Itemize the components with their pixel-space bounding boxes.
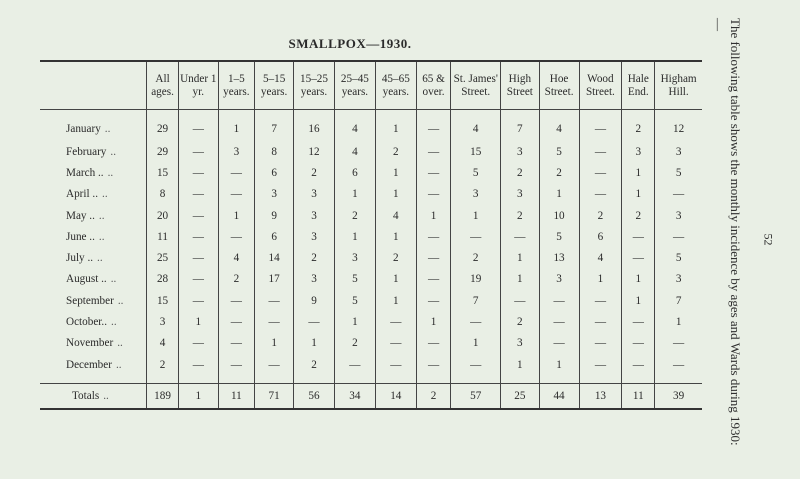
leader-dots: .. [98,230,105,243]
table-cell: 3 [294,205,335,226]
table-cell: 4 [539,110,579,142]
row-month [40,141,147,162]
table-cell: 20 [147,205,179,226]
table-cell: 1 [255,333,294,354]
table-cell: — [416,290,451,311]
table-row [40,290,702,311]
table-cell: — [416,162,451,183]
table-cell: — [655,184,702,205]
table-cell: 5 [655,162,702,183]
table-cell: 3 [334,247,375,268]
row-month [40,311,147,332]
table-row [40,205,702,226]
table-cell: 29 [147,110,179,142]
table-cell: 1 [622,290,655,311]
table-cell: 3 [255,184,294,205]
table-cell: — [218,162,255,183]
table-cell: — [579,162,622,183]
table-cell: 29 [147,141,179,162]
col-1-5: 1–5 years. [218,61,255,110]
spacer-cell [579,375,622,384]
page-number: 52 [761,233,776,246]
table-cell: 12 [655,110,702,142]
leader-dots: .. [103,390,109,403]
table-cell: 1 [501,269,540,290]
table-cell: 4 [375,205,416,226]
spacer-row [40,375,702,384]
table-cell: 7 [451,290,501,311]
table-cell: — [539,311,579,332]
spacer-cell [501,375,540,384]
table-cell: — [218,184,255,205]
table-cell: — [179,162,218,183]
spacer-cell [179,375,218,384]
col-all-ages: All ages. [147,61,179,110]
table-cell: 2 [451,247,501,268]
table-cell: 8 [255,141,294,162]
table-cell: 1 [655,311,702,332]
table-cell: — [539,333,579,354]
table-cell: 1 [579,269,622,290]
table-cell: 2 [334,333,375,354]
table-cell: 5 [539,226,579,247]
table-body [40,110,702,410]
totals-cell: 13 [579,384,622,410]
table-cell: 1 [218,110,255,142]
totals-cell: 2 [416,384,451,410]
row-month [40,247,147,268]
table-cell: — [179,141,218,162]
table-cell: — [416,247,451,268]
totals-label-cell [40,384,147,410]
table-cell: 7 [655,290,702,311]
table-cell: 3 [655,269,702,290]
table-cell: 2 [147,354,179,375]
table-cell: — [416,269,451,290]
table-cell: 9 [255,205,294,226]
spacer-cell [375,375,416,384]
month-label: November [66,337,114,350]
table-cell: 1 [375,184,416,205]
table-title: SMALLPOX—1930. [288,36,412,51]
table-cell: 6 [255,226,294,247]
table-cell: 3 [147,311,179,332]
month-label: June .. [66,230,95,243]
table-cell: 4 [147,333,179,354]
table-cell: 2 [375,247,416,268]
table-cell: 1 [622,269,655,290]
table-cell: — [179,354,218,375]
month-label: September [66,294,114,307]
table-cell: — [179,269,218,290]
table-cell: 3 [218,141,255,162]
table-cell: — [218,333,255,354]
spacer-cell [622,375,655,384]
leader-dots: .. [117,294,124,307]
table-cell: 2 [294,247,335,268]
col-65-over: 65 & over. [416,61,451,110]
table-cell: — [416,354,451,375]
table-cell: — [179,110,218,142]
table-cell: 15 [147,162,179,183]
table-cell: — [622,247,655,268]
table-cell: 25 [147,247,179,268]
leader-dots: .. [102,188,108,201]
row-month [40,162,147,183]
table-row [40,247,702,268]
table-cell: — [579,354,622,375]
month-label: August .. [66,273,107,286]
table-cell: — [622,226,655,247]
table-cell: — [501,290,540,311]
table-cell: 1 [375,110,416,142]
table-row [40,110,702,142]
totals-cell: 25 [501,384,540,410]
totals-cell: 71 [255,384,294,410]
table-cell: — [255,311,294,332]
table-row [40,311,702,332]
table-cell: 11 [147,226,179,247]
table-cell: 3 [539,269,579,290]
row-month [40,354,147,375]
col-high-street: High Street [501,61,540,110]
month-label: February [66,145,107,158]
month-label: October.. [66,316,108,329]
table-cell: — [218,290,255,311]
table-cell: — [501,226,540,247]
col-under-1: Under 1 yr. [179,61,218,110]
col-higham-hill: Higham Hill. [655,61,702,110]
table-row [40,184,702,205]
table-cell: 3 [501,141,540,162]
table-cell: — [255,354,294,375]
table-cell: 8 [147,184,179,205]
table-row [40,333,702,354]
table-cell: 4 [334,110,375,142]
table-cell: — [451,354,501,375]
row-month [40,269,147,290]
table-cell: 10 [539,205,579,226]
row-month [40,290,147,311]
table-cell: — [539,290,579,311]
leader-dots: .. [110,145,116,158]
row-month [40,226,147,247]
table-cell: — [218,354,255,375]
table-cell: 1 [501,247,540,268]
table-cell: 3 [622,141,655,162]
table-cell: — [416,226,451,247]
table-cell: 1 [375,226,416,247]
table-cell: — [179,290,218,311]
table-cell: 5 [539,141,579,162]
leader-dots: .. [98,209,105,222]
table-cell: — [179,333,218,354]
table-cell: 2 [294,162,335,183]
table-cell: 2 [622,205,655,226]
table-cell: — [218,226,255,247]
table-cell: — [451,311,501,332]
totals-row [40,384,702,410]
table-cell: 1 [375,269,416,290]
leader-dots: .. [104,122,111,135]
table-cell: — [334,354,375,375]
leader-dots: .. [115,358,122,371]
table-cell: 3 [501,184,540,205]
table-cell: 4 [218,247,255,268]
month-label: March .. [66,166,104,179]
table-cell: — [579,141,622,162]
table-cell: — [294,311,335,332]
table-cell: — [622,354,655,375]
table-cell: 6 [579,226,622,247]
leader-dots: .. [107,166,114,179]
table-cell: 3 [294,269,335,290]
table-cell: 2 [539,162,579,183]
table-cell: 9 [294,290,335,311]
table-cell: 2 [501,311,540,332]
leader-dots: .. [97,252,103,265]
table-cell: — [655,354,702,375]
totals-cell: 11 [218,384,255,410]
month-label: December [66,358,112,371]
table-cell: 19 [451,269,501,290]
table-cell: 28 [147,269,179,290]
totals-cell: 34 [334,384,375,410]
table-cell: 15 [451,141,501,162]
row-month [40,205,147,226]
table-cell: 7 [255,110,294,142]
table-cell: 6 [334,162,375,183]
table-cell: — [579,184,622,205]
table-cell: 17 [255,269,294,290]
smallpox-table [40,60,702,410]
spacer-cell [255,375,294,384]
spacer-cell [40,375,147,384]
table-cell: 4 [579,247,622,268]
row-month [40,333,147,354]
col-wood-street: Wood Street. [579,61,622,110]
spacer-cell [294,375,335,384]
totals-cell: 14 [375,384,416,410]
spacer-cell [334,375,375,384]
table-cell: — [655,226,702,247]
table-cell: 2 [622,110,655,142]
table-cell: — [622,311,655,332]
table-cell: 16 [294,110,335,142]
table-cell: 3 [451,184,501,205]
col-15-25: 15–25 years. [294,61,335,110]
totals-cell: 56 [294,384,335,410]
header-row [40,61,702,110]
table-cell: — [416,184,451,205]
table-cell: — [179,205,218,226]
table-cell: 5 [334,290,375,311]
table-cell: — [579,311,622,332]
table-cell: — [375,311,416,332]
table-cell: 1 [416,311,451,332]
spacer-cell [539,375,579,384]
table-cell: 3 [655,141,702,162]
table-cell: 5 [655,247,702,268]
table-cell: 14 [255,247,294,268]
col-st-james: St. James' Street. [451,61,501,110]
table-row [40,354,702,375]
totals-cell: 189 [147,384,179,410]
table-cell: 2 [501,162,540,183]
table-cell: 13 [539,247,579,268]
table-cell: — [179,184,218,205]
table-cell: — [579,290,622,311]
col-5-15: 5–15 years. [255,61,294,110]
row-month [40,110,147,142]
table-cell: — [375,354,416,375]
table-row [40,162,702,183]
table-cell: 4 [451,110,501,142]
table-cell: — [579,110,622,142]
table-cell: — [451,226,501,247]
totals-cell: 39 [655,384,702,410]
table-cell: 1 [179,311,218,332]
table-cell: 1 [539,354,579,375]
table-cell: 1 [539,184,579,205]
table-cell: — [179,247,218,268]
month-label: April .. [66,188,99,201]
col-hoe-street: Hoe Street. [539,61,579,110]
table-cell: — [579,333,622,354]
table-cell: 5 [334,269,375,290]
totals-cell: 44 [539,384,579,410]
table-cell: 6 [255,162,294,183]
month-label: January [66,122,101,135]
header-blank [40,61,147,110]
table-cell: — [622,333,655,354]
table-cell: — [218,311,255,332]
table-row [40,141,702,162]
side-caption: The following table shows the monthly incidence by ages and Wards during 1930:— [711,18,743,446]
spacer-cell [218,375,255,384]
spacer-cell [416,375,451,384]
table-cell: 1 [416,205,451,226]
table-cell: 2 [334,205,375,226]
table-cell: 1 [375,290,416,311]
totals-cell: 11 [622,384,655,410]
spacer-cell [147,375,179,384]
table-cell: 1 [334,226,375,247]
totals-cell: 57 [451,384,501,410]
table-cell: 2 [501,205,540,226]
table-cell: 5 [451,162,501,183]
table-cell: 7 [501,110,540,142]
table-cell: — [655,333,702,354]
col-45-65: 45–65 years. [375,61,416,110]
table-cell: 1 [218,205,255,226]
row-month [40,184,147,205]
table-row [40,226,702,247]
table-cell: 1 [334,184,375,205]
table-cell: 1 [622,162,655,183]
table-cell: — [416,110,451,142]
table-cell: — [416,333,451,354]
table-cell: 3 [294,226,335,247]
table-cell: 1 [622,184,655,205]
table-cell: — [375,333,416,354]
totals-cell: 1 [179,384,218,410]
table-cell: — [255,290,294,311]
spacer-cell [655,375,702,384]
table-cell: 4 [334,141,375,162]
table-row [40,269,702,290]
table-cell: 1 [451,205,501,226]
table-cell: 2 [218,269,255,290]
table-cell: 3 [294,184,335,205]
totals-label: Totals [72,390,100,403]
table-cell: 1 [375,162,416,183]
table-cell: 1 [294,333,335,354]
leader-dots: .. [117,337,123,350]
table-cell: 2 [294,354,335,375]
table-cell: 3 [501,333,540,354]
table-cell: 12 [294,141,335,162]
table-cell: — [416,141,451,162]
table-cell: 1 [501,354,540,375]
leader-dots: .. [110,273,117,286]
leader-dots: .. [111,316,117,329]
month-label: May .. [66,209,95,222]
col-25-45: 25–45 years. [334,61,375,110]
month-label: July .. [66,252,94,265]
table-cell: 1 [451,333,501,354]
table-cell: 15 [147,290,179,311]
table-cell: 1 [334,311,375,332]
table-cell: 2 [579,205,622,226]
table-cell: 3 [655,205,702,226]
table-cell: — [179,226,218,247]
spacer-cell [451,375,501,384]
col-hale-end: Hale End. [622,61,655,110]
table-cell: 2 [375,141,416,162]
